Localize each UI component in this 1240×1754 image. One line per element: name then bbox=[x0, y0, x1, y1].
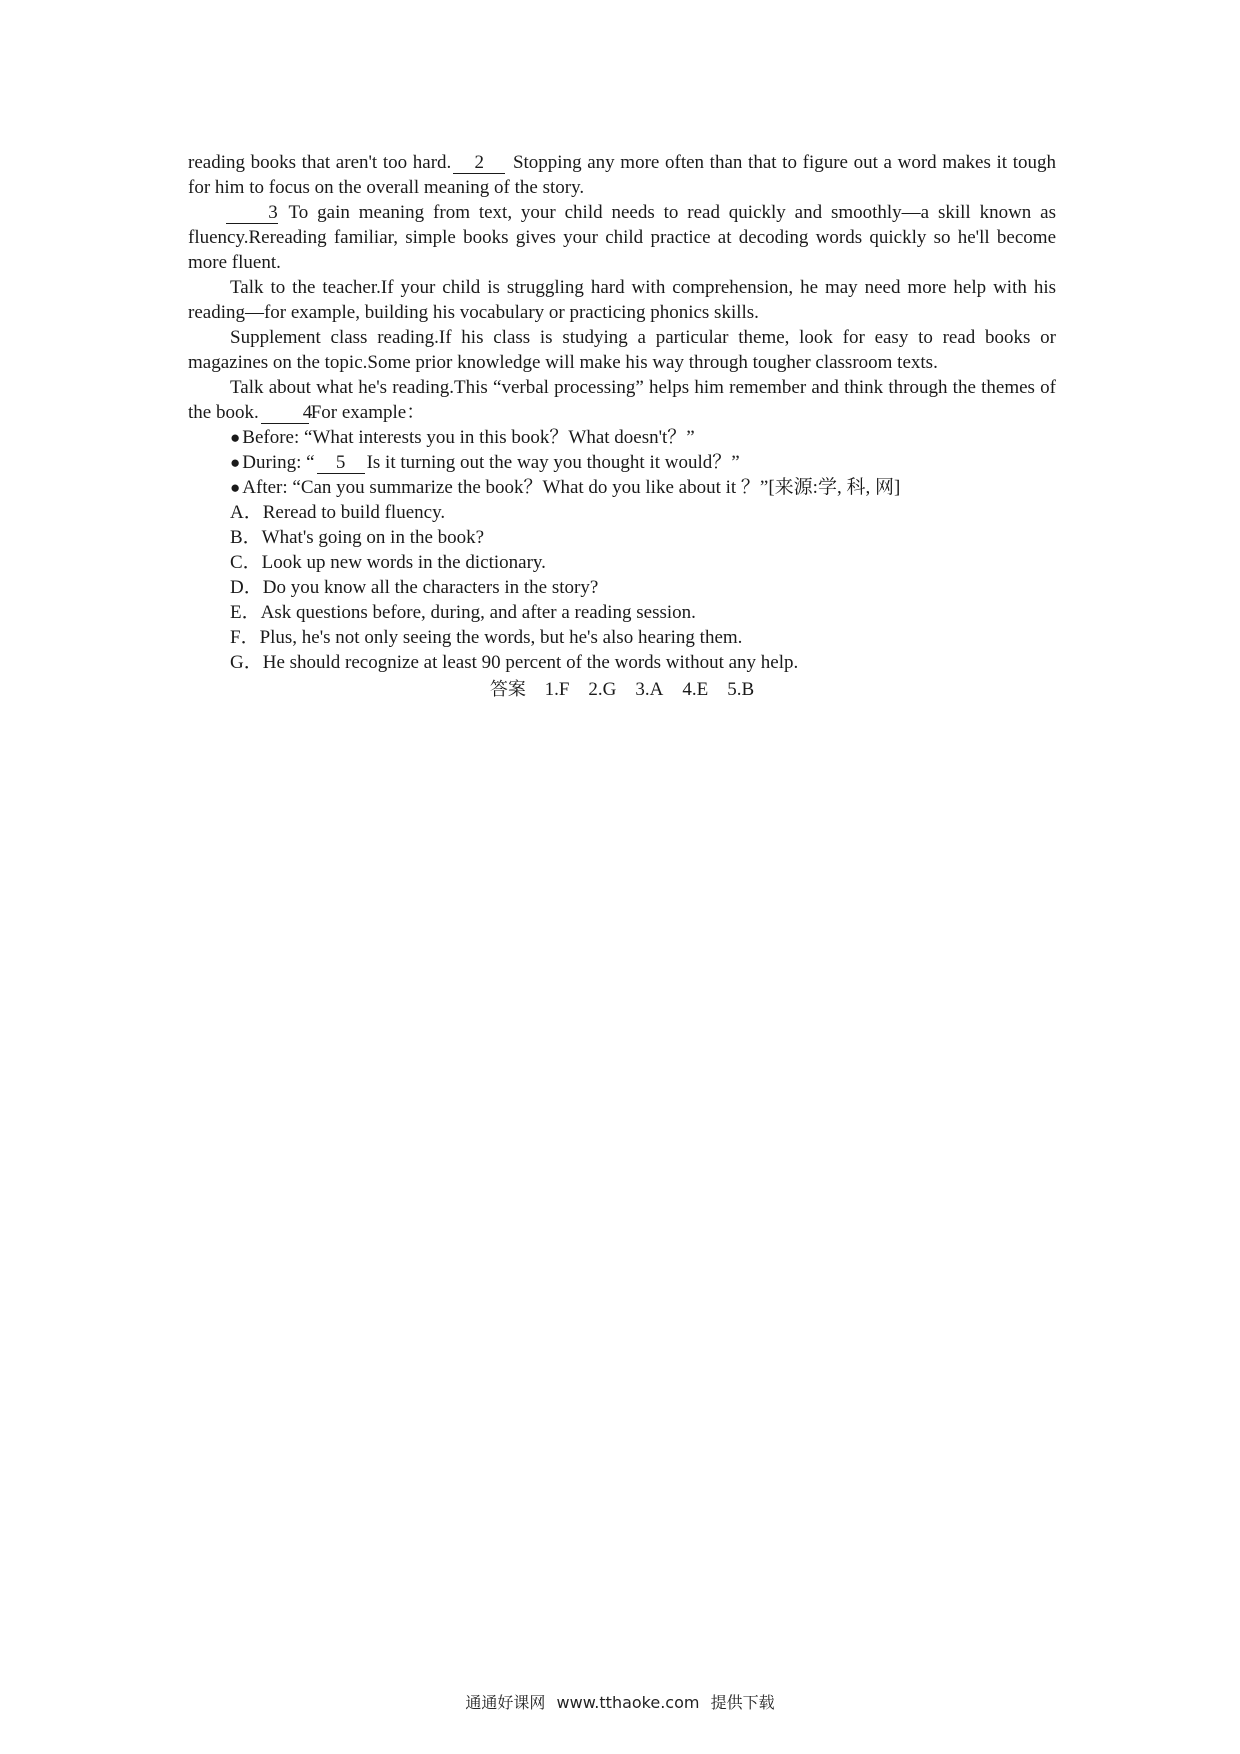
answer-key bbox=[188, 677, 1056, 702]
paragraph-5-end: For example： bbox=[310, 402, 426, 423]
answer-item: 5.B bbox=[727, 679, 755, 700]
bullet-after-text: After: “Can you summarize the book？What do you like about it ？”[来源:学, 科, 网] bbox=[242, 477, 901, 498]
option-d: D．Do you know all the characters in the story? bbox=[230, 577, 599, 598]
bullet-icon: ● bbox=[230, 428, 241, 447]
paragraph-5 bbox=[188, 375, 1056, 425]
blank-3: 3 bbox=[226, 203, 278, 224]
document-page bbox=[188, 150, 1056, 702]
page-footer bbox=[0, 1690, 1240, 1713]
bullet-after bbox=[188, 475, 1056, 500]
option-f: F．Plus, he's not only seeing the words, but he's also hearing them. bbox=[230, 627, 743, 648]
answer-item: 2.G bbox=[588, 679, 617, 700]
answer-item: 3.A bbox=[635, 679, 664, 700]
bullet-icon: ● bbox=[230, 453, 241, 472]
blank-2: 2 bbox=[453, 153, 505, 174]
bullet-during bbox=[188, 450, 1056, 475]
paragraph-1-end: Stopping any more often than that to figure out a word makes it tough for him to focus on the overall meaning of the story. bbox=[188, 152, 1057, 198]
option-e: E．Ask questions before, during, and after a reading session. bbox=[230, 602, 696, 623]
bullet-during-start: During: “ bbox=[242, 452, 315, 473]
paragraph-1 bbox=[188, 150, 1056, 200]
bullet-during-end: Is it turning out the way you thought it would？” bbox=[366, 452, 740, 473]
paragraph-1-start: reading books that aren't too hard. bbox=[188, 152, 452, 173]
bullet-icon: ● bbox=[230, 478, 241, 497]
bullet-before-text: Before: “What interests you in this book？What doesn't？” bbox=[242, 427, 695, 448]
option-a: A．Reread to build fluency. bbox=[230, 502, 446, 523]
footer-site-name: 通通好课网 bbox=[465, 1693, 546, 1712]
option-c: C．Look up new words in the dictionary. bbox=[230, 552, 546, 573]
paragraph-4: Supplement class reading.If his class is studying a particular theme, look for easy to read books or magazines on the topic.Some prior knowledge will make his way through tougher classroom texts. bbox=[188, 327, 1056, 373]
bullet-before bbox=[188, 425, 1056, 450]
answer-item: 1.F bbox=[544, 679, 570, 700]
answer-label: 答案 bbox=[489, 679, 526, 700]
footer-url: www.tthaoke.com bbox=[556, 1693, 700, 1712]
paragraph-2-text: To gain meaning from text, your child needs to read quickly and smoothly—a skill known as fluency.Rereading familiar, simple books gives your child practice at decoding words quickly so he'll become more fluent. bbox=[188, 202, 1056, 273]
paragraph-2 bbox=[188, 200, 1056, 275]
footer-note: 提供下载 bbox=[710, 1693, 775, 1712]
option-list bbox=[188, 500, 1056, 675]
blank-4: 4 bbox=[261, 403, 309, 424]
paragraph-5-start: Talk about what he's reading.This “verbal processing” helps him remember and think through the themes of the book. bbox=[188, 377, 1056, 423]
paragraph-3: Talk to the teacher.If your child is struggling hard with comprehension, he may need more help with his reading—for example, building his vocabulary or practicing phonics skills. bbox=[188, 277, 1056, 323]
option-g: G．He should recognize at least 90 percent of the words without any help. bbox=[230, 652, 799, 673]
option-b: B．What's going on in the book? bbox=[230, 527, 485, 548]
answer-item: 4.E bbox=[682, 679, 709, 700]
blank-5: 5 bbox=[317, 453, 365, 474]
